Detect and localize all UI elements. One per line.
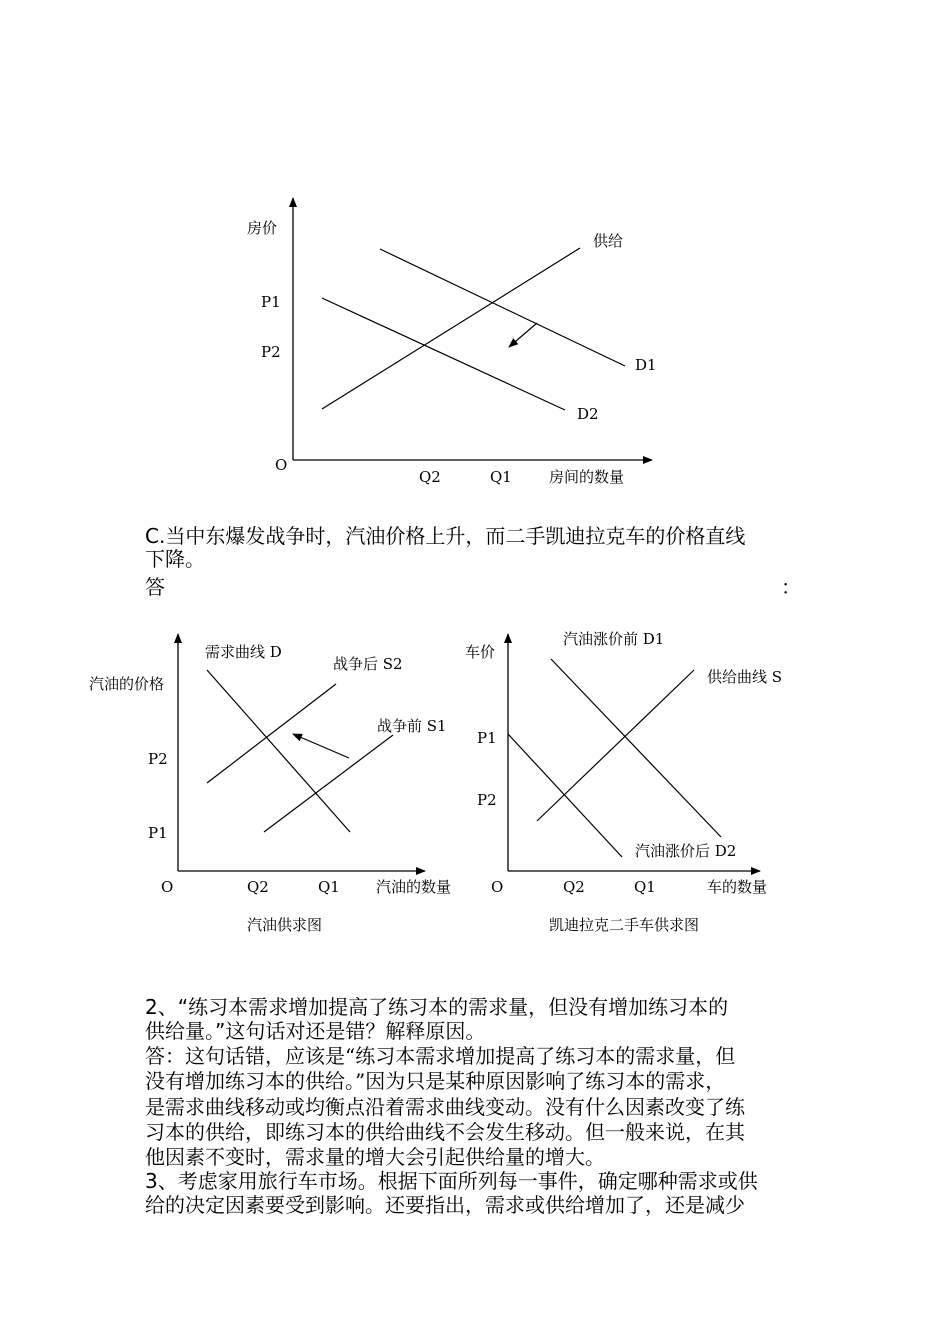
supply-curve-s2 xyxy=(207,684,336,783)
chart-caption: 汽油供求图 xyxy=(247,916,323,934)
shift-arrow xyxy=(293,734,349,758)
demand-curve-d1 xyxy=(380,249,625,366)
q1-label: Q1 xyxy=(318,878,340,896)
y-axis-label: 房价 xyxy=(247,219,278,237)
q2-label: Q2 xyxy=(563,878,585,896)
d2-label: D2 xyxy=(577,405,599,423)
section-c-colon: ： xyxy=(781,575,801,599)
answer2-line1: 答：这句话错，应该是“练习本需求增加提高了练习本的需求量，但 xyxy=(145,1044,736,1068)
supply-label: 供给 xyxy=(593,232,624,250)
demand-curve-d2 xyxy=(508,734,622,857)
y-axis-label: 汽油的价格 xyxy=(89,675,165,693)
y-axis-label: 车价 xyxy=(465,643,496,661)
supply-curve xyxy=(322,248,580,409)
q2-label: Q2 xyxy=(419,468,441,486)
question2-line2: 供给量。”这句话对还是错？解释原因。 xyxy=(145,1019,486,1043)
q2-label: Q2 xyxy=(247,878,269,896)
p2-label: P2 xyxy=(477,791,497,809)
demand-curve-d2 xyxy=(322,298,565,410)
demand-curve-d1 xyxy=(551,659,721,837)
origin-label: O xyxy=(161,878,174,896)
supply-label: 供给曲线 S xyxy=(707,668,783,686)
answer2-line5: 他因素不变时，需求量的增大会引起供给量的增大。 xyxy=(145,1145,605,1169)
p1-label: P1 xyxy=(261,293,281,311)
chart-caption: 凯迪拉克二手车供求图 xyxy=(549,916,700,934)
supply-curve-s xyxy=(537,670,694,821)
question3-line2: 给的决定因素要受到影响。还要指出，需求或供给增加了，还是减少 xyxy=(145,1193,745,1217)
x-axis-label: 车的数量 xyxy=(707,878,768,896)
d2-label: 汽油涨价后 D2 xyxy=(635,842,737,860)
x-axis-label: 汽油的数量 xyxy=(376,878,452,896)
question2-line1: 2、“练习本需求增加提高了练习本的需求量，但没有增加练习本的 xyxy=(145,995,729,1019)
section-c-line1: C.当中东爆发战争时，汽油价格上升，而二手凯迪拉克车的价格直线 xyxy=(145,524,746,548)
answer2-line2: 没有增加练习本的供给。”因为只是某种原因影响了练习本的需求， xyxy=(145,1069,726,1093)
section-c-line2: 下降。 xyxy=(145,547,205,571)
gasoline-chart xyxy=(89,634,451,934)
cadillac-chart xyxy=(465,630,782,934)
answer2-line3: 是需求曲线移动或均衡点沿着需求曲线变动。没有什么因素改变了练 xyxy=(145,1095,745,1119)
p1-label: P1 xyxy=(477,729,497,747)
question3-line1: 3、考虑家用旅行车市场。根据下面所列每一事件，确定哪种需求或供 xyxy=(145,1169,758,1193)
p2-label: P2 xyxy=(261,343,281,361)
section-c-answer: 答 xyxy=(145,575,165,599)
x-axis-label: 房间的数量 xyxy=(549,468,625,486)
origin-label: O xyxy=(275,456,288,474)
demand-label: 需求曲线 D xyxy=(205,643,282,661)
p2-label: P2 xyxy=(148,750,168,768)
gasoline-and-cadillac-charts xyxy=(0,610,950,950)
s1-label: 战争前 S1 xyxy=(377,717,447,735)
demand-curve-d xyxy=(207,670,350,832)
s2-label: 战争后 S2 xyxy=(333,655,403,673)
answer2-line4: 习本的供给，即练习本的供给曲线不会发生移动。但一般来说，在其 xyxy=(145,1120,745,1144)
origin-label: O xyxy=(491,878,504,896)
shift-arrow xyxy=(509,323,537,347)
q1-label: Q1 xyxy=(634,878,656,896)
p1-label: P1 xyxy=(148,824,168,842)
d1-label: 汽油涨价前 D1 xyxy=(563,630,665,648)
d1-label: D1 xyxy=(635,356,657,374)
q1-label: Q1 xyxy=(490,468,512,486)
housing-chart xyxy=(0,0,950,500)
